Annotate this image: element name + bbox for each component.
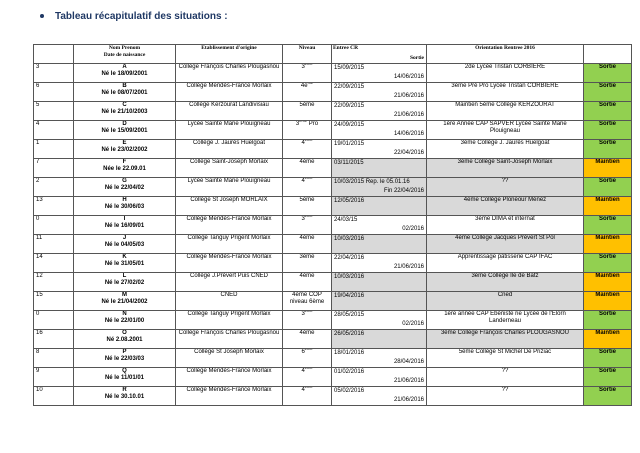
student-cell	[74, 368, 176, 387]
entree-date: 05/02/2016	[334, 388, 365, 394]
entree-date: 15/09/2015	[334, 65, 365, 71]
student-cell	[74, 349, 176, 368]
niveau-text: 4	[301, 387, 305, 393]
student-cell	[74, 273, 176, 292]
row-index: 4	[34, 121, 74, 140]
niveau-cell	[283, 235, 332, 254]
entree-date: 10/03/2015 Rep. le 05.01.16	[334, 179, 410, 185]
etablissement-cell: Collège François Charles Plougasnou	[176, 330, 283, 349]
table-row	[34, 140, 632, 159]
header-name	[74, 45, 176, 64]
student-dob: Né le 23/02/2002	[101, 147, 148, 153]
table-row	[34, 387, 632, 406]
orientation-cell: 3ème Collège Saint-Joseph Morlaix	[427, 159, 584, 178]
dates-cell	[332, 64, 427, 83]
etablissement-cell: Collège Mendès-France Morlaix	[176, 254, 283, 273]
sortie-date: 14/06/2016	[393, 131, 424, 137]
student-dob: Né le 27/02/02	[104, 280, 145, 286]
student-name: F	[122, 159, 127, 165]
header-entree: Entree CR	[333, 45, 359, 51]
status-badge: Maintien	[584, 330, 632, 349]
table-row	[34, 254, 632, 273]
entree-date: 01/02/2016	[334, 369, 365, 375]
niveau-sup: ème	[304, 310, 313, 313]
student-name: R	[122, 387, 127, 393]
niveau-text: 4e	[300, 83, 308, 89]
sortie-date: 21/06/2016	[393, 112, 424, 118]
table-row	[34, 102, 632, 121]
niveau-text: 3	[301, 216, 305, 222]
niveau-cell	[283, 102, 332, 121]
student-cell	[74, 102, 176, 121]
entree-date: 26/05/2016	[334, 331, 365, 337]
dates-cell	[332, 140, 427, 159]
student-cell	[74, 216, 176, 235]
table-row	[34, 159, 632, 178]
dates-cell	[332, 368, 427, 387]
table-row	[34, 83, 632, 102]
student-cell	[74, 159, 176, 178]
orientation-cell: Apprentissage pâtisserie CAP IFAC	[427, 254, 584, 273]
table-row	[34, 368, 632, 387]
dates-cell	[332, 311, 427, 330]
niveau-text: 5ème	[299, 102, 315, 108]
row-index: 0	[34, 311, 74, 330]
niveau-text: 3ème	[299, 254, 315, 260]
row-index: 5	[34, 102, 74, 121]
etablissement-cell: Collège J. Jaurès Huelgoat	[176, 140, 283, 159]
student-name: C	[122, 102, 127, 108]
orientation-cell: 4ème Collège Jacques Prévert St Pol	[427, 235, 584, 254]
table-row	[34, 235, 632, 254]
entree-date: 19/04/2016	[334, 293, 365, 299]
table-row	[34, 197, 632, 216]
niveau-cell	[283, 216, 332, 235]
student-dob: Né le 22/03/03	[104, 356, 145, 362]
student-cell	[74, 235, 176, 254]
entree-date: 03/11/2015	[334, 160, 364, 166]
student-dob: Né le 30/06/03	[104, 204, 145, 210]
student-cell	[74, 64, 176, 83]
dates-cell	[332, 387, 427, 406]
row-index: 3	[34, 64, 74, 83]
header-sortie: Sortie	[409, 55, 424, 61]
etablissement-cell: Collège St Joseph Morlaix	[176, 349, 283, 368]
student-name: J	[122, 235, 127, 241]
niveau-text: 6	[301, 349, 305, 355]
etablissement-cell: Collège Kerzourat Landivisiau	[176, 102, 283, 121]
student-dob: Née le 22.09.01	[103, 166, 146, 172]
row-index: 9	[34, 368, 74, 387]
student-name: G	[122, 178, 127, 184]
dates-cell	[332, 292, 427, 311]
student-name: L	[122, 273, 127, 279]
niveau-cell	[283, 159, 332, 178]
row-index: 13	[34, 197, 74, 216]
orientation-cell: 4ème Collège Plonéour Ménez	[427, 197, 584, 216]
row-index: 8	[34, 349, 74, 368]
etablissement-cell: Collège Tanguy Prigent Morlaix	[176, 311, 283, 330]
niveau-text: 3	[301, 311, 305, 317]
orientation-cell: ??	[427, 368, 584, 387]
etablissement-cell: CNED	[176, 292, 283, 311]
niveau-cell	[283, 273, 332, 292]
student-dob: Né le 22/04/02	[104, 185, 145, 191]
student-name: H	[122, 197, 127, 203]
student-cell	[74, 197, 176, 216]
student-dob: Né le 04/05/03	[104, 242, 145, 248]
table-row	[34, 216, 632, 235]
niveau-sup: ème	[304, 177, 313, 180]
niveau-sup: ème	[304, 348, 313, 351]
niveau-sup: ème	[304, 215, 313, 218]
status-badge: Sortie	[584, 102, 632, 121]
niveau-text: 4ème	[299, 159, 315, 165]
student-dob: Né le 22/01/00	[104, 318, 145, 324]
orientation-cell: 3ème DIMA et internat	[427, 216, 584, 235]
row-index: 0	[34, 216, 74, 235]
niveau-cell	[283, 83, 332, 102]
entree-date: 28/05/2015	[334, 312, 365, 318]
table-row	[34, 273, 632, 292]
student-dob: Né le 15/09/2001	[101, 128, 148, 134]
header-index	[34, 45, 74, 64]
row-index: 16	[34, 330, 74, 349]
dates-cell	[332, 197, 427, 216]
niveau-text: 4ème	[299, 273, 315, 279]
niveau-sup: me	[307, 82, 314, 85]
niveau-text: 4ème	[299, 235, 315, 241]
etablissement-cell: Collège Mendès-France Morlaix	[176, 83, 283, 102]
student-cell	[74, 121, 176, 140]
niveau-cell	[283, 254, 332, 273]
etablissement-cell: Collège Tanguy Prigent Morlaix	[176, 235, 283, 254]
title-line	[40, 9, 228, 23]
dates-cell	[332, 349, 427, 368]
orientation-cell: 1ère année CAP Ebéniste rie Lycée de l'Elorn Landerneau	[427, 311, 584, 330]
status-badge: Maintien	[584, 197, 632, 216]
row-index: 7	[34, 159, 74, 178]
table-row	[34, 330, 632, 349]
entree-date: 24/09/2015	[334, 122, 365, 128]
dates-cell	[332, 159, 427, 178]
dates-cell	[332, 121, 427, 140]
student-cell	[74, 311, 176, 330]
etablissement-cell: Collège J.Prévert Puis CNED	[176, 273, 283, 292]
student-cell	[74, 387, 176, 406]
niveau-sup: ème	[304, 386, 313, 389]
niveau-cell	[283, 349, 332, 368]
etablissement-cell: Collège Mendès-France Morlaix	[176, 387, 283, 406]
orientation-cell: ??	[427, 178, 584, 197]
etablissement-cell: Collège François Charles Plougasnou	[176, 64, 283, 83]
student-dob: Né le 08/07/2001	[101, 90, 148, 96]
header-orientation: Orientation Rentree 2016	[427, 45, 584, 64]
sortie-date: 21/06/2016	[393, 93, 424, 99]
header-etablissement: Etablissement d'origine	[176, 45, 283, 64]
sortie-date: 02/2016	[402, 226, 424, 232]
niveau-text: 4	[301, 178, 305, 184]
niveau-cell	[283, 368, 332, 387]
niveau-cell	[283, 387, 332, 406]
dates-cell	[332, 254, 427, 273]
table-row	[34, 292, 632, 311]
niveau-cell	[283, 178, 332, 197]
recap-table	[33, 44, 632, 406]
entree-date: 10/03/2016	[334, 236, 365, 242]
orientation-cell: 3ème Collège Ile de Batz	[427, 273, 584, 292]
niveau-text: 3	[295, 121, 300, 127]
table-row	[34, 311, 632, 330]
status-badge: Sortie	[584, 178, 632, 197]
student-name: O	[122, 330, 127, 336]
niveau-cell	[283, 292, 332, 311]
etablissement-cell: Collège St Joseph MORLAIX	[176, 197, 283, 216]
niveau-text: 4ème	[299, 330, 315, 336]
entree-date: 19/01/2015	[334, 141, 365, 147]
header-name-line1: Nom Prenom	[108, 45, 141, 51]
sortie-date: 02/2016	[402, 321, 424, 327]
niveau-cell	[283, 64, 332, 83]
sortie-date: 21/06/2016	[393, 397, 424, 403]
student-name: M	[122, 292, 127, 298]
etablissement-cell: Collège Mendès-France Morlaix	[176, 368, 283, 387]
student-cell	[74, 140, 176, 159]
etablissement-cell: Lycée Sainte Marie Plouigneau	[176, 121, 283, 140]
niveau-text: 4	[301, 368, 305, 374]
student-name: D	[122, 121, 127, 127]
table-row	[34, 349, 632, 368]
dates-cell	[332, 178, 427, 197]
student-dob: Né le 30.10.01	[104, 394, 145, 400]
etablissement-cell: Collège Mendès-France Morlaix	[176, 216, 283, 235]
student-cell	[74, 254, 176, 273]
status-badge: Sortie	[584, 311, 632, 330]
status-badge: Sortie	[584, 254, 632, 273]
entree-date: 22/09/2015	[334, 84, 365, 90]
orientation-cell: ??	[427, 387, 584, 406]
sortie-date: 21/06/2016	[393, 378, 424, 384]
table-row	[34, 64, 632, 83]
orientation-cell: Maintien 5ème Collège KERZOURAT	[427, 102, 584, 121]
header-status	[584, 45, 632, 64]
entree-date: 10/03/2016	[334, 274, 365, 280]
niveau-text: 3	[301, 64, 305, 70]
row-index: 11	[34, 235, 74, 254]
dates-cell	[332, 235, 427, 254]
student-name: E	[122, 140, 127, 146]
student-dob: Né le 31/05/01	[104, 261, 145, 267]
niveau-sup: ème	[304, 139, 313, 142]
student-name: Q	[122, 368, 127, 374]
etablissement-cell: Collège Saint-Joseph Morlaix	[176, 159, 283, 178]
student-name: N	[122, 311, 127, 317]
student-dob: Né le 21/04/2002	[101, 299, 148, 305]
row-index: 6	[34, 83, 74, 102]
orientation-cell: Cned	[427, 292, 584, 311]
student-cell	[74, 292, 176, 311]
orientation-cell: 3ème Collège J. Jaurès Huelgoat	[427, 140, 584, 159]
orientation-cell: 1ère Année CAP SAPVER Lycée Sainte Marie Plouigneau	[427, 121, 584, 140]
niveau-cell	[283, 121, 332, 140]
student-name: K	[122, 254, 127, 260]
dates-cell	[332, 83, 427, 102]
table-body	[34, 64, 632, 406]
student-cell	[74, 178, 176, 197]
niveau-sup: ème	[299, 120, 308, 123]
student-dob: Né le 11/01/01	[104, 375, 145, 381]
row-index: 12	[34, 273, 74, 292]
entree-date: 12/05/2016	[334, 198, 365, 204]
niveau-text: 5ème	[299, 197, 315, 203]
niveau-text: 4	[301, 140, 305, 146]
row-index: 14	[34, 254, 74, 273]
table-header	[34, 45, 632, 64]
header-entree-sortie	[332, 45, 427, 64]
niveau-cell	[283, 330, 332, 349]
niveau-after: Pro	[307, 121, 319, 127]
status-badge: Maintien	[584, 273, 632, 292]
niveau-cell	[283, 311, 332, 330]
student-name: P	[122, 349, 127, 355]
sortie-date: 28/04/2016	[393, 359, 424, 365]
entree-date: 22/09/2015	[334, 103, 365, 109]
status-badge: Sortie	[584, 121, 632, 140]
status-badge: Maintien	[584, 292, 632, 311]
entree-date: 22/04/2016	[334, 255, 365, 261]
status-badge: Sortie	[584, 387, 632, 406]
niveau-cell	[283, 197, 332, 216]
sortie-date: 14/06/2016	[393, 74, 424, 80]
student-dob: Né le 18/09/2001	[101, 71, 148, 77]
dates-cell	[332, 102, 427, 121]
orientation-cell: 3ème Collège François Charles PLOUGASNOU	[427, 330, 584, 349]
table-row	[34, 178, 632, 197]
status-badge: Sortie	[584, 83, 632, 102]
student-dob: Né le 16/09/01	[104, 223, 145, 229]
sortie-date: 22/04/2016	[393, 150, 424, 156]
dates-cell	[332, 330, 427, 349]
row-index: 1	[34, 140, 74, 159]
row-index: 15	[34, 292, 74, 311]
student-dob: Né 2.08.2001	[106, 337, 143, 343]
status-badge: Sortie	[584, 64, 632, 83]
sortie-date: 21/06/2016	[393, 264, 424, 270]
status-badge: Sortie	[584, 216, 632, 235]
sortie-date: Fin 22/04/2016	[383, 188, 424, 194]
orientation-cell: 5ème Collège St Michel De Priziac	[427, 349, 584, 368]
entree-date: 18/01/2016	[334, 350, 365, 356]
orientation-cell: 3ème Pré Pro Lycée Tristan CORBIERE	[427, 83, 584, 102]
status-badge: Sortie	[584, 349, 632, 368]
table-row	[34, 121, 632, 140]
dates-cell	[332, 216, 427, 235]
niveau-sup: ème	[304, 367, 313, 370]
header-niveau: Niveau	[283, 45, 332, 64]
dates-cell	[332, 273, 427, 292]
status-badge: Sortie	[584, 368, 632, 387]
status-badge: Maintien	[584, 159, 632, 178]
student-name: B	[122, 83, 127, 89]
student-cell	[74, 330, 176, 349]
etablissement-cell: Lycée Sainte Marie Plouigneau	[176, 178, 283, 197]
student-name: I	[123, 216, 126, 222]
student-dob: Né le 21/10/2003	[101, 109, 148, 115]
status-badge: Sortie	[584, 140, 632, 159]
status-badge: Maintien	[584, 235, 632, 254]
row-index: 10	[34, 387, 74, 406]
niveau-sup: ème	[304, 63, 313, 66]
niveau-text: 4ème COP niveau 6ème	[289, 292, 325, 305]
bullet-icon	[40, 14, 44, 18]
header-name-line2: Date de naissance	[103, 52, 146, 58]
page-title: Tableau récapitulatif des situations :	[55, 10, 228, 22]
entree-date: 24/03/15	[334, 217, 358, 223]
student-name: A	[122, 64, 127, 70]
orientation-cell: 2de Lycée Tristan CORBIERE	[427, 64, 584, 83]
niveau-cell	[283, 140, 332, 159]
student-cell	[74, 83, 176, 102]
row-index: 2	[34, 178, 74, 197]
